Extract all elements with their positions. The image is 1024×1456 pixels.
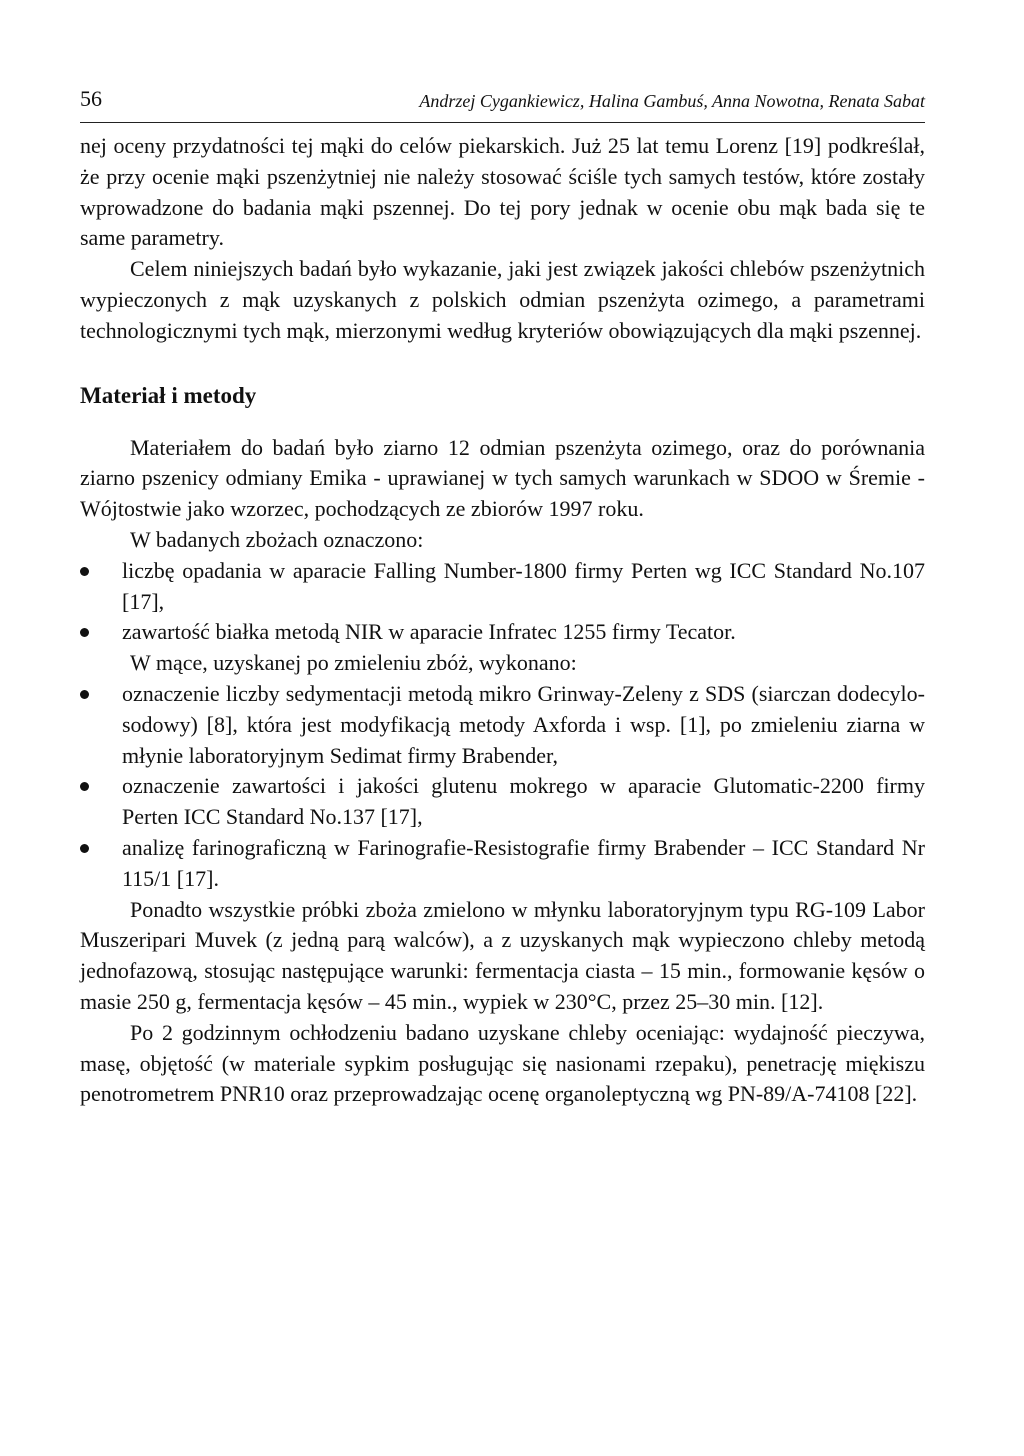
methods-paragraph-grain-intro: W badanych zbożach oznaczono: bbox=[130, 526, 424, 552]
bullet-icon bbox=[80, 567, 89, 576]
bullet-icon bbox=[80, 844, 89, 853]
flour-analyses-list bbox=[80, 679, 925, 895]
list-item-text: liczbę opadania w aparacie Falling Number-1800 firmy Perten wg ICC Standard No.107 [17], bbox=[122, 557, 925, 614]
list-item bbox=[80, 771, 925, 833]
section-heading-methods: Materiał i metody bbox=[80, 382, 257, 408]
intro-paragraph-continued: nej oceny przydatności tej mąki do celów piekarskich. Już 25 lat temu Lorenz [19] podkreślał, że przy ocenie mąki pszenżytniej nie należy stosować ściśle tych samych testów, które zostały wprowadzone do badania mąki pszennej. Do tej pory jednak w ocenie obu mąk bada się te same parametry. bbox=[80, 133, 925, 251]
grain-analyses-list bbox=[80, 556, 925, 648]
list-item bbox=[80, 833, 925, 895]
list-item-text: analizę farinograficzną w Farinografie-Resistografie firmy Brabender – ICC Standard Nr 115/1 [17]. bbox=[122, 834, 925, 891]
bullet-icon bbox=[80, 690, 89, 699]
list-item bbox=[80, 617, 925, 648]
methods-paragraph-baking: Ponadto wszystkie próbki zboża zmielono w młynku laboratoryjnym typu RG-109 Labor Muszeripari Muvek (z jedną parą walców), a z uzyskanych mąk wypieczono chleby metodą jednofazową, stosując następujące warunki: fermentacja ciasta – 15 min., formowanie kęsów o masie 250 g, fermentacja kęsów – 45 min., wypiek w 230°C, przez 25–30 min. [12]. bbox=[80, 896, 925, 1014]
methods-paragraph-evaluation: Po 2 godzinnym ochłodzeniu badano uzyskane chleby oceniając: wydajność pieczywa, masę, objętość (w materiale sypkim posługując się nasionami rzepaku), penetrację miękiszu penotrometrem PNR10 oraz przeprowadzając ocenę organoleptyczną wg PN-89/A-74108 [22]. bbox=[80, 1019, 925, 1107]
page bbox=[80, 84, 925, 1110]
list-item bbox=[80, 679, 925, 771]
running-header-authors: Andrzej Cygankiewicz, Halina Gambuś, Anna Nowotna, Renata Sabat bbox=[419, 91, 925, 111]
methods-paragraph-flour-intro: W mące, uzyskanej po zmieleniu zbóż, wykonano: bbox=[130, 650, 577, 676]
list-item-text: zawartość białka metodą NIR w aparacie Infratec 1255 firmy Tecator. bbox=[122, 619, 736, 645]
body-text bbox=[80, 131, 925, 1110]
intro-paragraph-aim: Celem niniejszych badań było wykazanie, jaki jest związek jakości chlebów pszenżytnich wypieczonych z mąk uzyskanych z polskich odmian pszenżyta ozimego, a parametrami technologicznymi tych mąk, mierzonymi według kryteriów obowiązujących dla mąki pszennej. bbox=[80, 256, 925, 343]
running-header bbox=[80, 84, 925, 123]
bullet-icon bbox=[80, 628, 89, 637]
methods-paragraph-material: Materiałem do badań było ziarno 12 odmian pszenżyta ozimego, oraz do porównania ziarno pszenicy odmiany Emika - uprawianej w tych samych warunkach w SDOO w Śremie - Wójtostwie jako wzorzec, pochodzących ze zbiorów 1997 roku. bbox=[80, 434, 925, 522]
list-item bbox=[80, 556, 925, 618]
list-item-text: oznaczenie zawartości i jakości glutenu mokrego w aparacie Glutomatic-2200 firmy Perten ICC Standard No.137 [17], bbox=[122, 773, 925, 830]
bullet-icon bbox=[80, 782, 89, 791]
list-item-text: oznaczenie liczby sedymentacji metodą mikro Grinway-Zeleny z SDS (siarczan dodecylo-sodowy) [8], która jest modyfikacją metody Axforda i wsp. [1], po zmieleniu ziarna w młynie laboratoryjnym Sedimat firmy Brabender, bbox=[122, 680, 925, 768]
page-number: 56 bbox=[80, 86, 102, 111]
